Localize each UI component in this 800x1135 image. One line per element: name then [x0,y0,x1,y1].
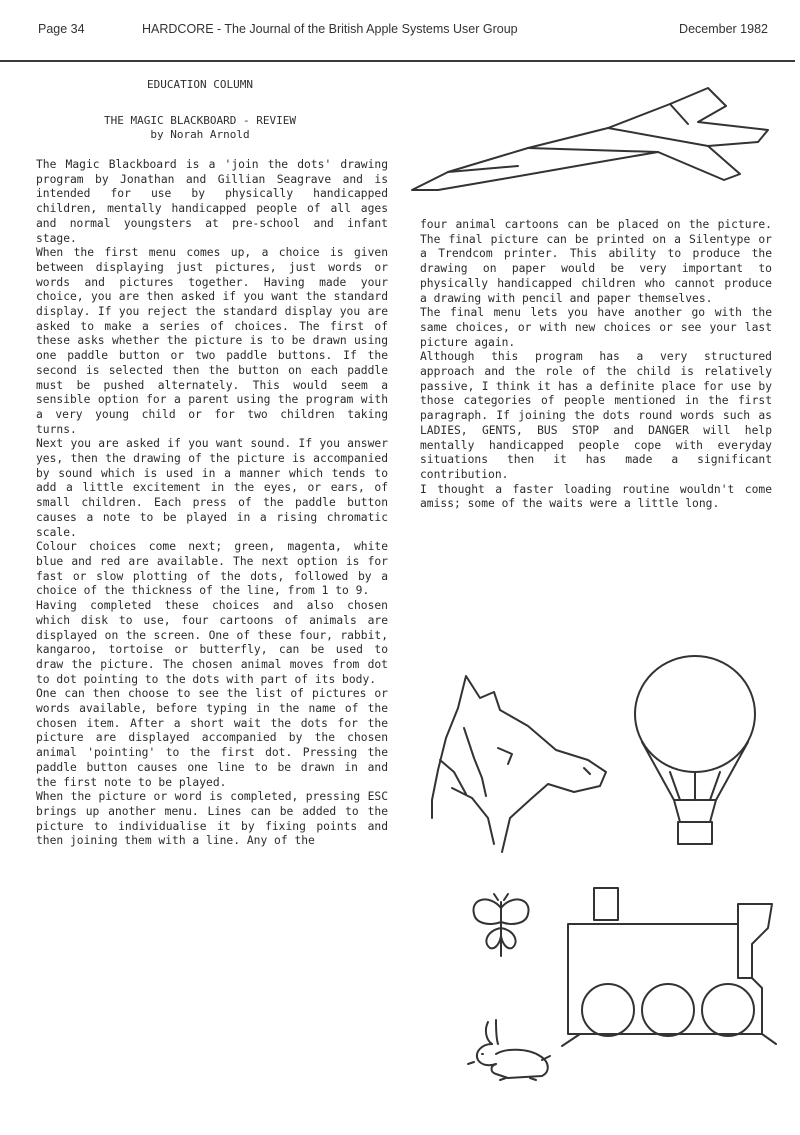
horse-head-icon [428,668,613,858]
butterfly-icon [466,892,536,964]
paragraph: The final menu lets you have another go with the same choices, or with new choices or see your last picture again. [420,306,772,349]
paragraph: When the picture or word is completed, pressing ESC brings up another menu. Lines can be added to the picture to individualise it by fixing points and then joining them with a line. Any of the [36,790,388,848]
jet-plane-icon [408,68,778,198]
paragraph: One can then choose to see the list of pictures or words available, before typing in the name of the chosen item. After a short wait the dots for the picture are displayed accompanied by the chosen animal 'pointing' to the first dot. Pressing the paddle button causes one line to be drawn in and the first note to be played. [36,687,388,789]
header-divider [0,60,795,62]
steam-train-icon [562,884,784,1054]
article-right-column [420,218,772,512]
article-byline: by Norah Arnold [150,128,250,141]
paragraph: When the first menu comes up, a choice is given between displaying just pictures, just words or words and pictures together. Having made your choice, you are then asked if you want the standard display. If you reject the standard display you are asked to make a series of choices. The first of these asks whether the picture is to be drawn using one paddle button or two paddle buttons. If the second is selected then the button on each paddle must be pushed alternately. This would seem a sensible option for a parent using the program with a very young child or for two children taking turns. [36,246,388,436]
issue-date: December 1982 [679,22,768,36]
page-number: Page 34 [38,22,85,36]
column-heading: EDUCATION COLUMN [147,78,253,91]
paragraph: Having completed these choices and also chosen which disk to use, four cartoons of animals are displayed on the screen. One of these four, rabbit, kangaroo, tortoise or butterfly, can be used to draw the picture. The chosen animal moves from dot to dot pointing to the dots with part of its body. [36,599,388,686]
paragraph: I thought a faster loading routine wouldn't come amiss; some of the waits were a little long. [420,482,772,511]
page-header [38,22,768,42]
hot-air-balloon-icon [620,652,770,872]
paragraph: Although this program has a very structured approach and the role of the child is relatively passive, I think it has a definite place for use by those categories of people mentioned in the first paragraph. If joining the dots round words such as LADIES, GENTS, BUS STOP and DANGER will help mentally handicapped people cope with everyday situations then it has made a significant contribution. [420,350,772,481]
rabbit-icon [466,1016,556,1082]
article-title: THE MAGIC BLACKBOARD - REVIEW [103,114,297,127]
article-left-column [36,158,388,849]
paragraph: The Magic Blackboard is a 'join the dots' drawing program by Jonathan and Gillian Seagrave and is intended for use by physically handicapped children, mentally handicapped people of all ages and normal youngsters at pre-school and infant stage. [36,158,388,245]
paragraph: Colour choices come next; green, magenta, white blue and red are available. The next option is for fast or slow plotting of the dots, followed by a choice of the thickness of the line, from 1 to 9. [36,540,388,598]
paragraph: Next you are asked if you want sound. If you answer yes, then the drawing of the picture is accompanied by sound which is used in a manner which tends to add a little excitement in the eyes, or ears, of small children. Each press of the paddle button causes a note to be played in a rising chromatic scale. [36,437,388,539]
paragraph: four animal cartoons can be placed on the picture. The final picture can be printed on a Silentype or a Trendcom printer. This ability to produce the drawing on paper would be very important to physically handicapped children who cannot produce a drawing with pencil and paper themselves. [420,218,772,305]
journal-title: HARDCORE - The Journal of the British Apple Systems User Group [142,22,518,36]
